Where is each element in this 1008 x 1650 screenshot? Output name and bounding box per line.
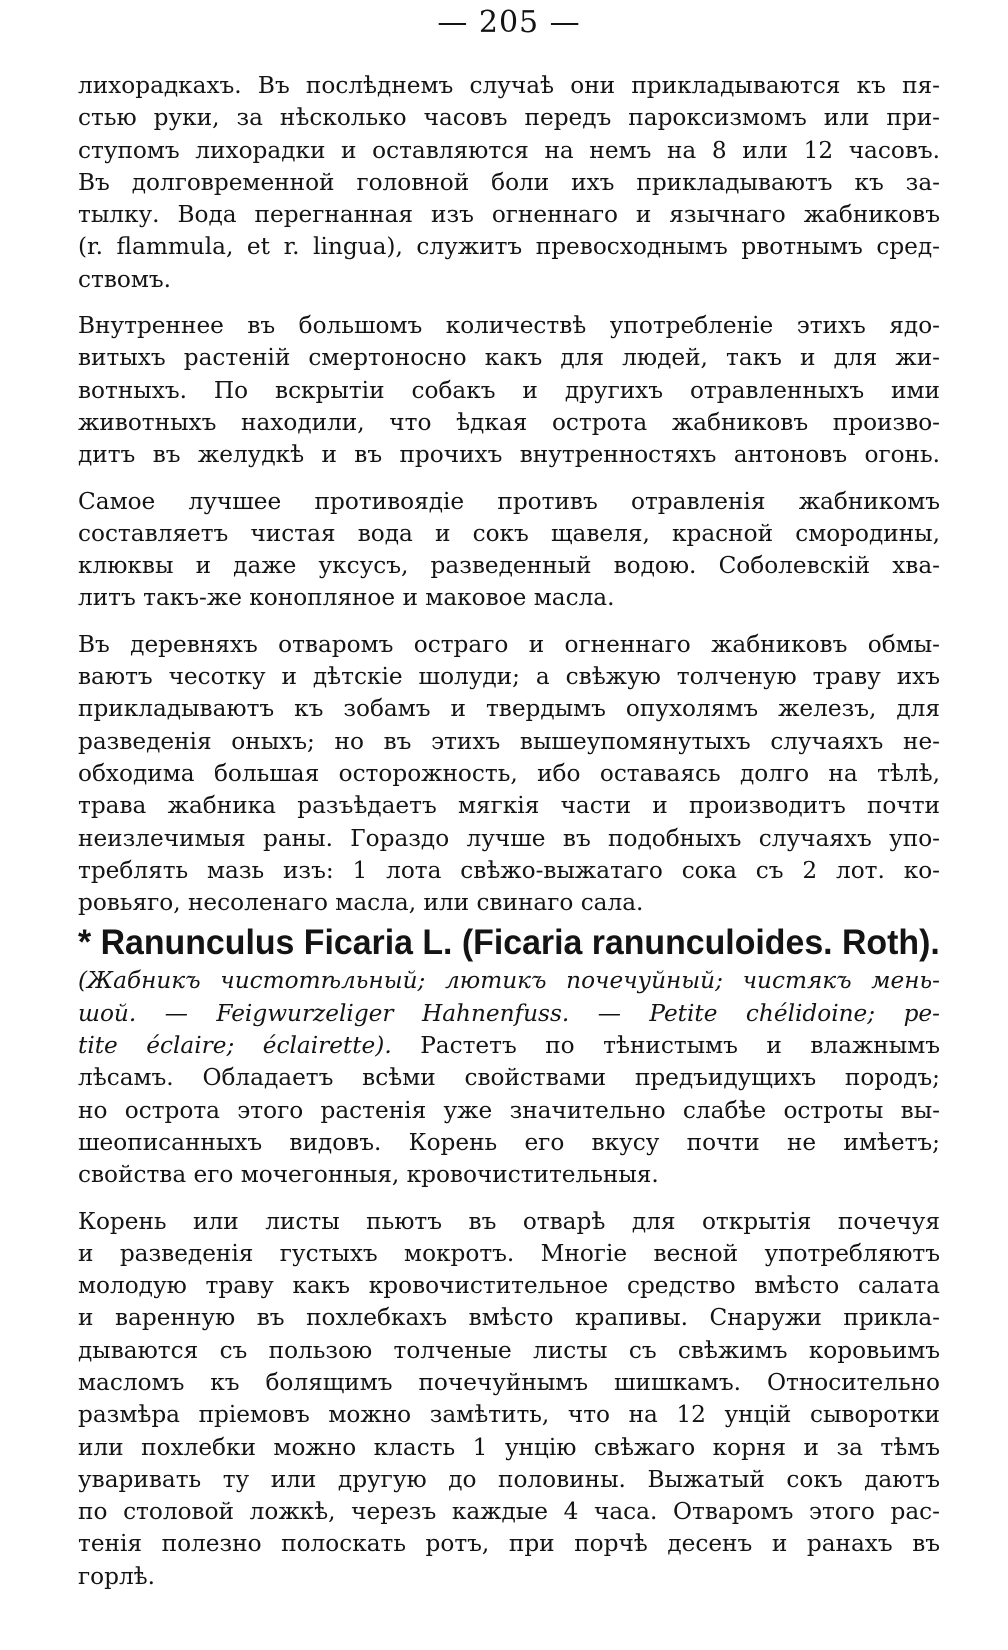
- paragraph-antidote: [78, 486, 940, 615]
- text-line: дываются съ пользою толченые листы съ свѣжимъ коровьимъ: [78, 1336, 940, 1364]
- text-line: Въ деревняхъ отваромъ остраго и огненнаго жабниковъ обмы-: [78, 630, 940, 658]
- text-line: клюквы и даже уксусъ, разведенный водою. Соболевскій хва-: [78, 552, 940, 580]
- italic-line: (Жабникъ чистотѣльный; лютикъ почечуйный; чистякъ мень-: [78, 967, 940, 995]
- body-text: [78, 70, 940, 1593]
- text-line: обходима большая осторожность, ибо оставаясь долго на тѣлѣ,: [78, 759, 940, 787]
- text-line: вотныхъ. По вскрытіи собакъ и другихъ отравленныхъ ими: [78, 376, 940, 404]
- text-line: Самое лучшее противоядіе противъ отравленія жабникомъ: [78, 487, 940, 515]
- text-line: Внутреннее въ большомъ количествѣ употребленіе этихъ ядо-: [78, 312, 940, 340]
- text-line: треблять мазь изъ: 1 лота свѣжо-выжатаго сока съ 2 лот. ко-: [78, 856, 940, 884]
- paragraph-internal-use: [78, 310, 940, 471]
- text-line: свойства его мочегонныя, кровочистительныя.: [78, 1161, 659, 1189]
- text-line: и разведенія густыхъ мокротъ. Многіе весной употребляютъ: [78, 1239, 940, 1267]
- text-line: животныхъ находили, что ѣдкая острота жабниковъ произво-: [78, 408, 940, 436]
- text-line: литъ такъ-же конопляное и маковое масла.: [78, 584, 615, 612]
- text-fragment: Растетъ по тѣнистымъ и влажнымъ: [391, 1032, 940, 1060]
- text-line: размѣра пріемовъ можно замѣтить, что на 12 унцій сыворотки: [78, 1401, 940, 1429]
- italic-line: шой. — Feigwurzeliger Hahnenfuss. — Petite chélidoine; pe-: [78, 999, 940, 1027]
- text-line: шеописанныхъ видовъ. Корень его вкусу почти не имѣетъ;: [78, 1128, 940, 1156]
- mixed-line: [78, 1030, 940, 1062]
- paragraph-species-description: [78, 965, 940, 1191]
- text-line: трава жабника разъѣдаетъ мягкія части и производитъ почти: [78, 792, 940, 820]
- text-line: ровьяго, несоленаго масла, или свинаго сала.: [78, 889, 644, 917]
- text-line: лѣсамъ. Обладаетъ всѣми свойствами предъидущихъ породъ;: [78, 1064, 940, 1092]
- text-line: прикладываютъ къ зобамъ и твердымъ опухолямъ железъ, для: [78, 695, 940, 723]
- text-line: и варенную въ похлебкахъ вмѣсто крапивы. Снаружи прикла-: [78, 1304, 940, 1332]
- text-line: лихорадкахъ. Въ послѣднемъ случаѣ они прикладываются къ пя-: [78, 72, 940, 99]
- text-line: стью руки, за нѣсколько часовъ передъ пароксизмомъ или при-: [78, 104, 940, 132]
- text-line: неизлечимыя раны. Гораздо лучше въ подобныхъ случаяхъ упо-: [78, 824, 940, 852]
- text-line: по столовой ложкѣ, черезъ каждые 4 часа. Отваромъ этого рас-: [78, 1498, 940, 1526]
- text-line: дитъ въ желудкѣ и въ прочихъ внутренностяхъ антоновъ огонь.: [78, 441, 940, 469]
- book-page: [78, 0, 940, 1650]
- text-line: Корень или листы пьютъ въ отварѣ для открытія почечуя: [78, 1207, 940, 1235]
- text-line: но острота этого растенія уже значительно слабѣе остроты вы-: [78, 1096, 940, 1124]
- text-line: (r. flammula, et r. lingua), служитъ превосходнымъ рвотнымъ сред-: [78, 233, 940, 261]
- paragraph-fevers: [78, 70, 940, 296]
- italic-fragment: tite éclaire; éclairette).: [78, 1032, 392, 1060]
- text-line: ствомъ.: [78, 265, 171, 293]
- text-line: тылку. Вода перегнанная изъ огненнаго и язычнаго жабниковъ: [78, 201, 940, 229]
- paragraph-root-use: [78, 1206, 940, 1594]
- text-line: или похлебки можно класть 1 унцію свѣжаго корня и за тѣмъ: [78, 1433, 940, 1461]
- text-line: уваривать ту или другую до половины. Выжатый сокъ даютъ: [78, 1465, 940, 1493]
- text-line: разведенія оныхъ; но въ этихъ вышеупомянутыхъ случаяхъ не-: [78, 727, 940, 755]
- text-line: ступомъ лихорадки и оставляются на немъ на 8 или 12 часовъ.: [78, 136, 940, 164]
- text-line: ваютъ чесотку и дѣтскіе шолуди; а свѣжую толченую траву ихъ: [78, 663, 940, 691]
- text-line: витыхъ растеній смертоносно какъ для людей, такъ и для жи-: [78, 344, 940, 372]
- page-number: — 205 —: [437, 5, 581, 40]
- text-line: составляетъ чистая вода и сокъ щавеля, красной смородины,: [78, 519, 940, 547]
- text-line: Въ долговременной головной боли ихъ прикладываютъ къ за-: [78, 168, 940, 196]
- text-line: тенія полезно полоскать ротъ, при порчѣ десенъ и ранахъ въ: [78, 1530, 940, 1558]
- text-line: молодую траву какъ кровочистительное средство вмѣсто салата: [78, 1272, 940, 1300]
- text-line: масломъ къ болящимъ почечуйнымъ шишкамъ. Относительно: [78, 1368, 940, 1396]
- paragraph-villages: [78, 629, 940, 920]
- species-heading: * Ranunculus Ficaria L. (Ficaria ranunculoides. Roth).: [78, 923, 940, 963]
- text-line: горлѣ.: [78, 1562, 156, 1590]
